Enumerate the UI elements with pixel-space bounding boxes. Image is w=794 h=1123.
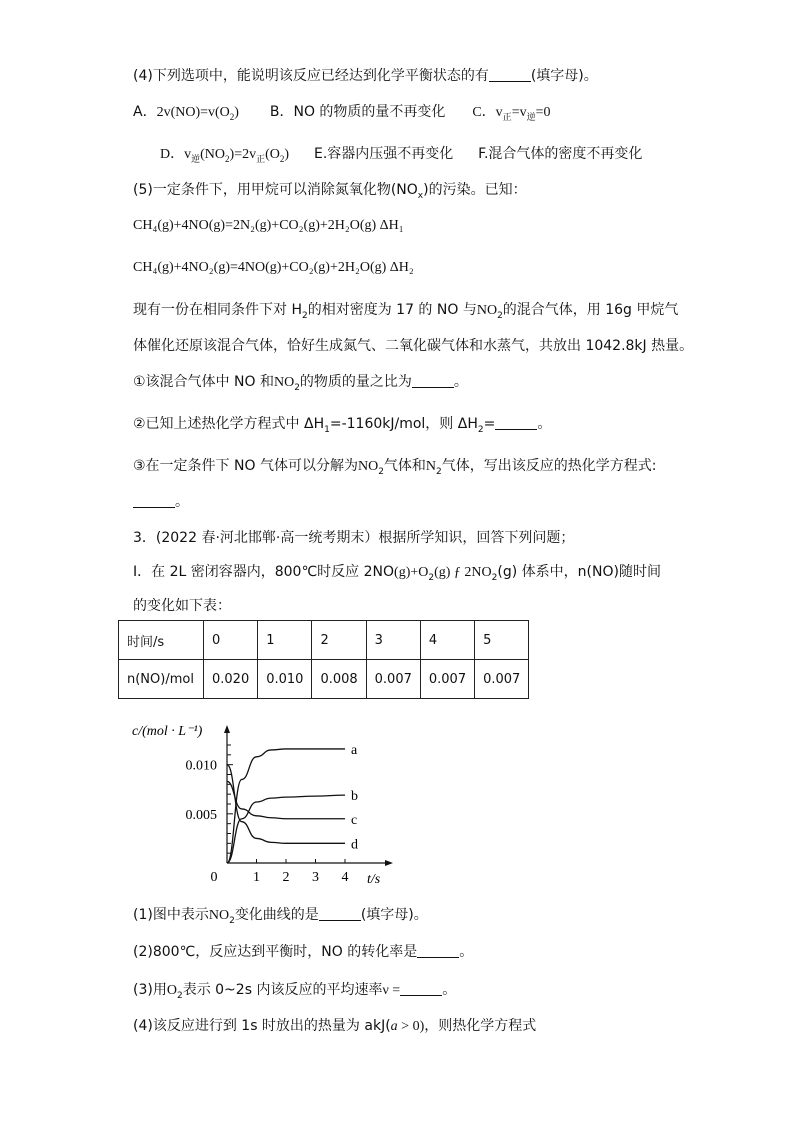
answer-blank[interactable] [412,373,454,388]
q3-sub-1: (1)图中表示$NO_2$变化曲线的是 (填字母)。 [133,907,428,926]
answer-blank[interactable] [319,906,361,921]
series-line-d [227,765,345,844]
table-cell: 0.007 [420,660,474,699]
y-axis-label: c/(mol · L⁻¹) [132,724,203,739]
table-row [119,621,529,660]
series-line-b [227,795,345,863]
q4-options-row1 [133,102,551,127]
x-axis-arrow [385,860,393,866]
concentration-time-chart [130,715,400,890]
y-tick-label: 0.010 [185,758,217,774]
x-tick-label: 2 [282,870,290,885]
y-tick-label: 0.005 [185,807,217,823]
option-c: C．$v_正=v_逆=0$ [472,105,551,122]
q5-sub-3: ③在一定条件下 NO 气体可以分解为$NO_2$气体和$N_2$气体，写出该反应的热化学方程式: [133,458,657,477]
option-a-label: A． [133,104,157,120]
x-axis-label: t/s [367,872,381,887]
answer-blank[interactable] [495,415,537,430]
x-tick-label: 0 [210,870,218,885]
q5-equation-2: CH₄(g)+4NO₂(g)=4NO(g)+CO₂(g)+2H₂O(g) ΔH₂ [133,260,414,275]
x-tick-label: 3 [312,870,319,885]
nno-time-table [118,620,529,699]
y-axis-arrow [224,725,230,733]
option-e: E.容器内压强不再变化 [313,146,454,162]
series-line-a [227,749,345,863]
q3-sub-4: (4)该反应进行到 1s 时放出的热量为 akJ(a > 0)，则热化学方程式 [133,1018,537,1034]
series-label-b: b [351,789,358,805]
x-tick-label: 4 [341,870,349,885]
q5-sub-3-answer: 。 [133,492,189,512]
q4-stem [133,66,598,86]
table-cell: 4 [420,621,474,660]
table-cell: 3 [366,621,420,660]
table-cell: 0 [204,621,258,660]
table-cell: 0.008 [312,660,366,699]
q3-sub-3: (3)用$O_2$表示 0~2s 内该反应的平均速率ν = 。 [133,982,457,1001]
table-cell: n(NO)/mol [119,660,204,699]
option-b: B．NO 的物质的量不再变化 [269,104,446,120]
option-d: D．$v_逆(NO_2)=2v_正(O_2)$ [160,147,290,164]
q5-para-1: 现有一份在相同条件下对 $H_2$的相对密度为 17 的 NO 与$NO_2$的混合气体，用 16g 甲烷气 [133,302,679,321]
series-label-a: a [351,742,358,758]
table-cell: 0.007 [475,660,529,699]
table-cell: 1 [258,621,312,660]
table-cell: 时间/s [119,621,204,660]
q5-sub-1: ①该混合气体中 NO 和$NO_2$的物质的量之比为 。 [133,374,468,393]
q3-header: 3．(2022 春·河北邯郸·高一统考期末）根据所学知识，回答下列问题； [133,530,575,546]
answer-blank[interactable] [400,981,442,996]
q4-stem-end: (填字母)。 [530,68,598,84]
table-cell: 0.020 [204,660,258,699]
series-label-c: c [351,812,358,828]
x-tick-label: 1 [253,870,260,885]
table-row [119,660,529,699]
q5-sub-2: ②已知上述热化学方程式中 $\Delta H_1=-1160kJ$/mol，则 $\Delta H_2=$ 。 [133,416,552,435]
answer-blank[interactable] [417,943,459,958]
q5-para-2: 体催化还原该混合气体，恰好生成氮气、二氧化碳气体和水蒸气，共放出 1042.8kJ 热量。 [133,338,694,354]
series-label-d: d [351,837,358,853]
option-a-expr: $2v(NO)=v(O_2)$ [156,105,239,122]
answer-blank[interactable] [489,67,531,82]
option-f: F.混合气体的密度不再变化 [478,146,643,162]
q5-equation-1: CH₄(g)+4NO(g)=2N₂(g)+CO₂(g)+2H₂O(g) ΔH₁ [133,218,404,233]
q4-options-row2 [160,144,642,169]
q5-intro: (5)一定条件下，用甲烷可以消除氮氧化物$(NO_x)$的污染。已知： [133,182,527,201]
q4-stem-text: (4)下列选项中，能说明该反应已经达到化学平衡状态的有 [133,68,489,84]
table-cell: 0.007 [366,660,420,699]
table-cell: 0.010 [258,660,312,699]
series-line-c [227,781,345,818]
q3-intro-2: 的变化如下表： [133,598,231,614]
q3-sub-2: (2)800℃，反应达到平衡时，NO 的转化率是 。 [133,944,474,960]
table-cell: 2 [312,621,366,660]
answer-blank[interactable] [133,493,175,508]
q3-intro: I．在 2L 密闭容器内，800℃时反应 $2NO(g)+O_2(g)$ ƒ $2NO_2(g)$ 体系中，n(NO)随时间 [133,564,661,583]
table-cell: 5 [475,621,529,660]
